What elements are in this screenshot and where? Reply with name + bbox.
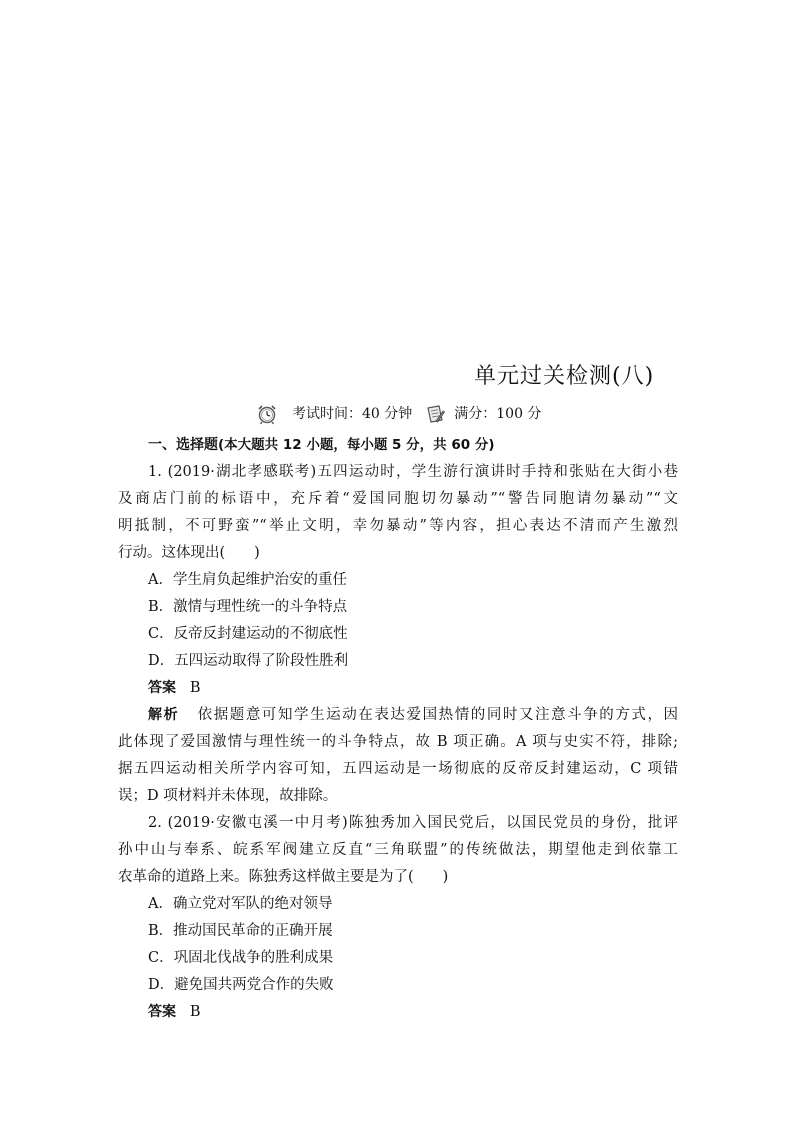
answer-label: 答案 (148, 680, 176, 696)
answer-label: 答案 (148, 1004, 176, 1020)
paper-pen-icon (424, 403, 446, 425)
question-1-analysis-line-3: 据五四运动相关所学内容可知，五四运动是一场彻底的反帝反封建运动，C 项错 (118, 761, 678, 777)
page-title: 单元过关检测(八) (474, 364, 655, 389)
question-2-option-d: D．避免国共两党合作的失败 (148, 977, 334, 993)
question-1-analysis-line-2: 此体现了爱国激情与理性统一的斗争特点，故 B 项正确。A 项与史实不符，排除; (118, 734, 678, 750)
section-heading (118, 432, 678, 459)
question-1-option-b: B．激情与理性统一的斗争特点 (148, 599, 348, 615)
question-1-option-a: A．学生肩负起维护治安的重任 (148, 572, 347, 588)
question-2-option-a: A．确立党对军队的绝对领导 (148, 896, 333, 912)
question-1-line-4: 行动。这体现出( ) (118, 545, 260, 561)
question-2-line-1: 2. (2019·安徽屯溪一中月考)陈独秀加入国民党后，以国民党员的身份，批评 (148, 815, 678, 831)
question-2-option-c: C．巩固北伐战争的胜利成果 (148, 950, 334, 966)
question-content (118, 432, 678, 1026)
question-1-line-3: 明抵制，不可野蛮”“举止文明，幸勿暴动”等内容，担心表达不清而产生激烈 (118, 518, 678, 534)
question-1-line-2: 及商店门前的标语中，充斥着“爱国同胞切勿暴动”“警告同胞请勿暴动”“文 (118, 491, 678, 507)
answer-value: B (189, 1004, 201, 1020)
exam-meta (256, 402, 541, 426)
answer-value: B (189, 680, 201, 696)
section-heading-prefix: 一、选择题 (148, 437, 218, 453)
question-2-answer (118, 999, 678, 1026)
exam-time-label: 考试时间：40 分钟 (292, 406, 413, 422)
question-2-option-b: B．推动国民革命的正确开展 (148, 923, 333, 939)
question-2-line-3: 农革命的道路上来。陈独秀这样做主要是为了( ) (118, 869, 449, 885)
section-heading-detail: (本大题共 12 小题，每小题 5 分，共 60 分) (218, 437, 495, 453)
question-1-option-c: C．反帝反封建运动的不彻底性 (148, 626, 348, 642)
analysis-label: 解析 (148, 707, 180, 723)
question-1-option-d: D．五四运动取得了阶段性胜利 (148, 653, 349, 669)
question-1-line-1: 1. (2019·湖北孝感联考)五四运动时，学生游行演讲时手持和张贴在大街小巷 (148, 464, 678, 480)
question-1-analysis-line-1 (118, 702, 678, 729)
analysis-text-1: 依据题意可知学生运动在表达爱国热情的同时又注意斗争的方式，因 (197, 707, 679, 723)
exam-score-label: 满分：100 分 (454, 406, 542, 422)
question-1-analysis-line-4: 误；D 项材料并未体现，故排除。 (118, 788, 338, 804)
alarm-clock-icon (256, 403, 278, 425)
question-1-answer (118, 675, 678, 702)
question-2-line-2: 孙中山与奉系、皖系军阀建立反直“三角联盟”的传统做法，期望他走到依靠工 (118, 842, 678, 858)
